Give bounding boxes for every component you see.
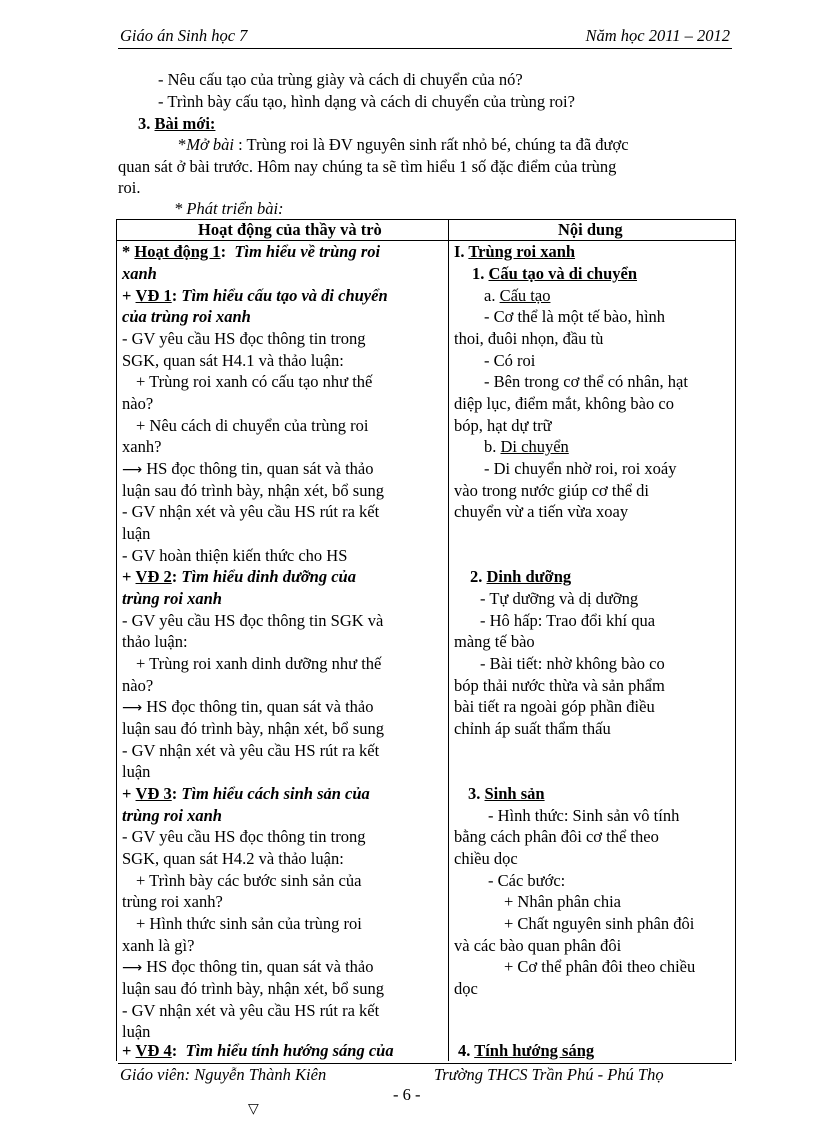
section-4-num: 4. [458, 1041, 471, 1060]
vd3-line-8: luận sau đó trình bày, nhận xét, bổ sung [122, 979, 384, 998]
subsection-a-title: Cấu tạo [499, 286, 551, 305]
subsection-a-heading [484, 285, 550, 307]
vd2-heading [122, 566, 356, 588]
page-header [118, 26, 732, 49]
vd2-title: Tìm hiểu dinh dưỡng của [181, 567, 356, 586]
vd1-title: Tìm hiểu cấu tạo và di chuyển [181, 286, 388, 305]
activity-1-label: Hoạt động 1 [134, 242, 221, 261]
vd2-colon: : [171, 567, 178, 586]
activity-1-title: Tìm hiểu về trùng roi [234, 242, 381, 261]
reproduction-line-9: dọc [454, 979, 478, 998]
section-1-title: Trùng roi xanh [468, 242, 576, 261]
vd1-line-9: - GV nhận xét và yêu cầu HS rút ra kết [122, 502, 380, 521]
page-number: - 6 - [393, 1085, 421, 1104]
vd3-heading [122, 783, 370, 805]
vd1-line-6: xanh? [122, 437, 162, 456]
reproduction-line-1: - Hình thức: Sinh sản vô tính [488, 806, 680, 825]
mo-bai-line-3: roi. [118, 178, 141, 197]
subsection-a-num: a. [484, 286, 496, 305]
section-1-1-heading [472, 263, 637, 285]
vd2-line-7: - GV nhận xét và yêu cầu HS rút ra kết [122, 741, 380, 760]
vd4-colon: : [171, 1041, 178, 1060]
vd2-title-cont: trùng roi xanh [122, 589, 222, 608]
section-1-1-title: Cấu tạo và di chuyển [488, 264, 638, 283]
vd3-title: Tìm hiểu cách sinh sản của [181, 784, 370, 803]
structure-line-2: thoi, đuôi nhọn, đầu tù [454, 329, 604, 348]
col-header-content: Nội dung [558, 220, 623, 239]
vd2-line-3: + Trùng roi xanh dinh dưỡng như thế [136, 654, 382, 673]
vd1-line-8: luận sau đó trình bày, nhận xét, bổ sung [122, 481, 384, 500]
section-title: Bài mới: [154, 114, 216, 133]
vd2-line-5 [122, 696, 374, 720]
vd1-line-1: - GV yêu cầu HS đọc thông tin trong [122, 329, 366, 348]
vd3-line-3: + Trình bày các bước sinh sản của [136, 871, 362, 890]
page-footer [118, 1063, 732, 1086]
structure-line-3: - Có roi [484, 351, 536, 370]
vd2-line-5-text: HS đọc thông tin, quan sát và thảo [146, 697, 374, 716]
vd4-label: VĐ 4 [135, 1041, 172, 1060]
movement-line-2: vào trong nước giúp cơ thể di [454, 481, 650, 500]
section-1-heading [454, 241, 575, 263]
vd1-title-cont: của trùng roi xanh [122, 307, 251, 326]
arrow-icon: ⟶ [122, 462, 143, 478]
vd1-line-7 [122, 458, 374, 482]
header-subject: Giáo án Sinh học 7 [120, 26, 248, 45]
section-number: 3. [138, 114, 151, 133]
section-4-heading [458, 1040, 594, 1062]
vd3-line-6: xanh là gì? [122, 936, 195, 955]
section-1-1-num: 1. [472, 264, 485, 283]
mo-bai-line-1 [178, 134, 629, 155]
nutrition-line-3: màng tế bào [454, 632, 535, 651]
col-header-activities: Hoạt động của thầy và trò [198, 220, 382, 239]
table-column-divider [448, 219, 449, 1061]
section-3-title: Sinh sản [484, 784, 545, 803]
vd3-title-cont: trùng roi xanh [122, 806, 222, 825]
reproduction-line-5: + Nhân phân chia [504, 892, 621, 911]
structure-line-4: - Bên trong cơ thể có nhân, hạt [484, 372, 688, 391]
vd2-line-8: luận [122, 762, 151, 781]
vd3-line-2: SGK, quan sát H4.2 và thảo luận: [122, 849, 344, 868]
vd1-line-10: luận [122, 524, 151, 543]
movement-line-1: - Di chuyển nhờ roi, roi xoáy [484, 459, 677, 478]
arrow-icon: ⟶ [122, 960, 143, 976]
footer-teacher: Giáo viên: Nguyễn Thành Kiên [120, 1065, 327, 1084]
subsection-b-heading [484, 436, 569, 458]
nutrition-line-2: - Hô hấp: Trao đổi khí qua [480, 611, 656, 630]
vd1-line-3: + Trùng roi xanh có cấu tạo như thế [136, 372, 373, 391]
reproduction-line-2: bằng cách phân đôi cơ thể theo [454, 827, 659, 846]
vd1-line-4: nào? [122, 394, 154, 413]
activity-1-colon: : [220, 242, 227, 261]
vd1-heading [122, 285, 388, 307]
subsection-b-num: b. [484, 437, 497, 456]
review-question-2: - Trình bày cấu tạo, hình dạng và cách di chuyển của trùng roi? [158, 92, 575, 111]
vd2-plus: + [122, 567, 132, 586]
structure-line-5: diệp lục, điểm mắt, không bào co [454, 394, 674, 413]
vd2-line-1: - GV yêu cầu HS đọc thông tin SGK và [122, 611, 384, 630]
review-question-1: - Nêu cấu tạo của trùng giày và cách di chuyển của nó? [158, 70, 523, 89]
nutrition-line-5: bóp thải nước thừa và sản phẩm [454, 676, 665, 695]
section-4-title: Tính hướng sáng [474, 1041, 595, 1060]
vd3-line-1: - GV yêu cầu HS đọc thông tin trong [122, 827, 366, 846]
vd3-label: VĐ 3 [135, 784, 172, 803]
vd3-line-5: + Hình thức sinh sản của trùng roi [136, 914, 362, 933]
vd4-title: Tìm hiểu tính hướng sáng của [185, 1041, 394, 1060]
nutrition-line-1: - Tự dưỡng và dị dưỡng [480, 589, 639, 608]
vd3-line-10: luận [122, 1022, 151, 1041]
triangle-mark-icon: ▽ [248, 1101, 259, 1117]
vd3-line-7-text: HS đọc thông tin, quan sát và thảo [146, 957, 374, 976]
section-2-heading [470, 566, 571, 588]
activity-1-title-cont: xanh [122, 264, 157, 283]
subsection-b-title: Di chuyển [500, 437, 569, 456]
activity-1-star: * [122, 242, 131, 261]
movement-line-3: chuyển vừ a tiến vừa xoay [454, 502, 629, 521]
vd1-label: VĐ 1 [135, 286, 172, 305]
arrow-icon: ⟶ [122, 700, 143, 716]
section-3-num: 3. [468, 784, 481, 803]
reproduction-line-6: + Chất nguyên sinh phân đôi [504, 914, 695, 933]
section-2-title: Dinh dưỡng [486, 567, 572, 586]
nutrition-line-4: - Bài tiết: nhờ không bào co [480, 654, 665, 673]
vd3-line-7 [122, 956, 374, 980]
mo-bai-line-2: quan sát ở bài trước. Hôm nay chúng ta sẽ tìm hiểu 1 số đặc điểm của trùng [118, 157, 617, 176]
section-3-heading [468, 783, 545, 805]
reproduction-line-8: + Cơ thể phân đôi theo chiều [504, 957, 696, 976]
reproduction-line-3: chiều dọc [454, 849, 518, 868]
reproduction-line-7: và các bào quan phân đôi [454, 936, 622, 955]
vd1-line-11: - GV hoàn thiện kiến thức cho HS [122, 546, 348, 565]
vd3-colon: : [171, 784, 178, 803]
mo-bai-label: Mở bài [186, 135, 235, 154]
structure-line-6: bóp, hạt dự trữ [454, 416, 552, 435]
vd1-line-7-text: HS đọc thông tin, quan sát và thảo [146, 459, 374, 478]
vd1-plus: + [122, 286, 132, 305]
vd3-line-4: trùng roi xanh? [122, 892, 223, 911]
vd4-plus: + [122, 1041, 132, 1060]
vd1-line-2: SGK, quan sát H4.1 và thảo luận: [122, 351, 344, 370]
vd2-line-4: nào? [122, 676, 154, 695]
vd2-line-2: thảo luận: [122, 632, 188, 651]
section-1-num: I. [454, 242, 465, 261]
mo-bai-star: * [178, 135, 187, 154]
mo-bai-text-1: : Trùng roi là ĐV nguyên sinh rất nhỏ bé, chúng ta đã được [238, 135, 629, 154]
activity-1-heading [122, 241, 380, 263]
reproduction-line-4: - Các bước: [488, 871, 566, 890]
header-school-year: Năm học 2011 – 2012 [585, 26, 730, 45]
vd3-plus: + [122, 784, 132, 803]
vd1-line-5: + Nêu cách di chuyển của trùng roi [136, 416, 369, 435]
nutrition-line-7: chỉnh áp suất thẩm thấu [454, 719, 611, 738]
section-2-num: 2. [470, 567, 483, 586]
vd2-line-6: luận sau đó trình bày, nhận xét, bổ sung [122, 719, 384, 738]
nutrition-line-6: bài tiết ra ngoài góp phần điều [454, 697, 655, 716]
vd1-colon: : [171, 286, 178, 305]
section-heading [138, 113, 215, 134]
phat-trien-bai: * Phát triển bài: [174, 199, 284, 218]
vd3-line-9: - GV nhận xét và yêu cầu HS rút ra kết [122, 1001, 380, 1020]
vd2-label: VĐ 2 [135, 567, 172, 586]
vd4-heading [122, 1040, 394, 1062]
footer-school: Trường THCS Trần Phú - Phú Thọ [434, 1065, 664, 1084]
structure-line-1: - Cơ thể là một tế bào, hình [484, 307, 666, 326]
